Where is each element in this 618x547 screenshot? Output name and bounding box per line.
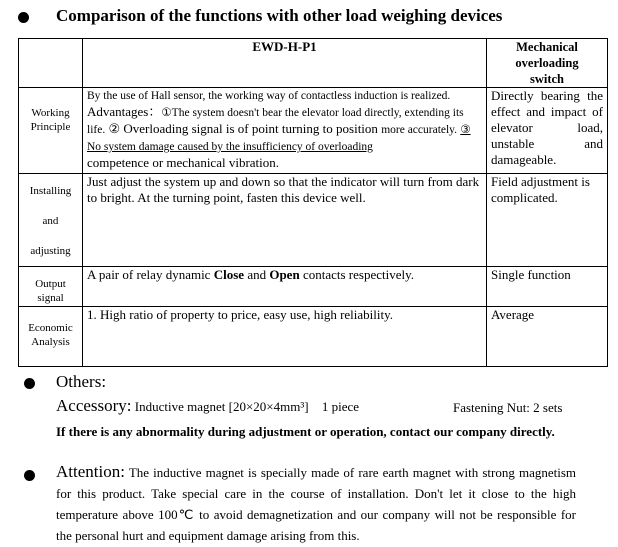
others-title: Others: [56, 372, 107, 391]
table-row-output [19, 267, 608, 307]
header-ewd: EWD-H-P1 [83, 39, 487, 88]
install-main-cell: Just adjust the system up and down so that the indicator will turn from dark to bright. At the turning point, fasten this device well. [83, 174, 487, 267]
header-empty-cell [19, 39, 83, 88]
label-economic-analysis: Economic Analysis [19, 307, 83, 367]
economic-other-cell: Average [487, 307, 608, 367]
notice-text: If there is any abnormality during adjustment or operation, contact our company directly. [56, 424, 555, 439]
attention-bullet-icon [24, 470, 35, 481]
accessory-line [56, 396, 359, 416]
heading-bullet-icon [18, 12, 29, 23]
label-output-signal: Output signal [19, 267, 83, 307]
attention-paragraph [56, 461, 576, 546]
output-other-cell: Single function [487, 267, 608, 307]
table-row-economic [19, 307, 608, 367]
accessory-text: Inductive magnet [20×20×4mm³] [134, 399, 309, 414]
header-mechanical: Mechanical overloading switch [487, 39, 608, 88]
output-main-cell: A pair of relay dynamic Close and Open contacts respectively. [83, 267, 487, 307]
comparison-table [18, 38, 608, 367]
label-working-principle: Working Principle [19, 88, 83, 174]
accessory-label: Accessory: [56, 396, 132, 415]
attention-label: Attention: [56, 462, 125, 481]
accessory-qty: 1 piece [321, 399, 360, 414]
fastening-nut: Fastening Nut: 2 sets [453, 400, 563, 415]
attention-text: The inductive magnet is specially made of rare earth magnet with strong magnetism for this product. Take special care in the course of installation. Don't let it close to the high temperature above 100℃ to avoid demagnetization and our company will not be responsible for the personal hurt and equipment damage arising from this. [56, 465, 577, 543]
install-other-cell: Field adjustment is complicated. [487, 174, 608, 267]
table-row-install [19, 174, 608, 267]
table-header-row [19, 39, 608, 88]
economic-main-cell: 1. High ratio of property to price, easy use, high reliability. [83, 307, 487, 367]
working-main-cell: By the use of Hall sensor, the working way of contactless induction is realized. Advantages：①The system doesn't bear the elevator load directly, extending its life. ② Overloading signal is of point turning to position more accurately. ③ No system damage caused by the insufficiency of overloading competence or mechanical vibration. [83, 88, 487, 174]
working-other-cell: Directly bearing the effect and impact of elevator load, unstable and damageable. [487, 88, 608, 174]
table-row-working [19, 88, 608, 174]
others-bullet-icon [24, 378, 35, 389]
page-title: Comparison of the functions with other load weighing devices [56, 6, 503, 25]
label-installing: Installing and adjusting [19, 174, 83, 267]
